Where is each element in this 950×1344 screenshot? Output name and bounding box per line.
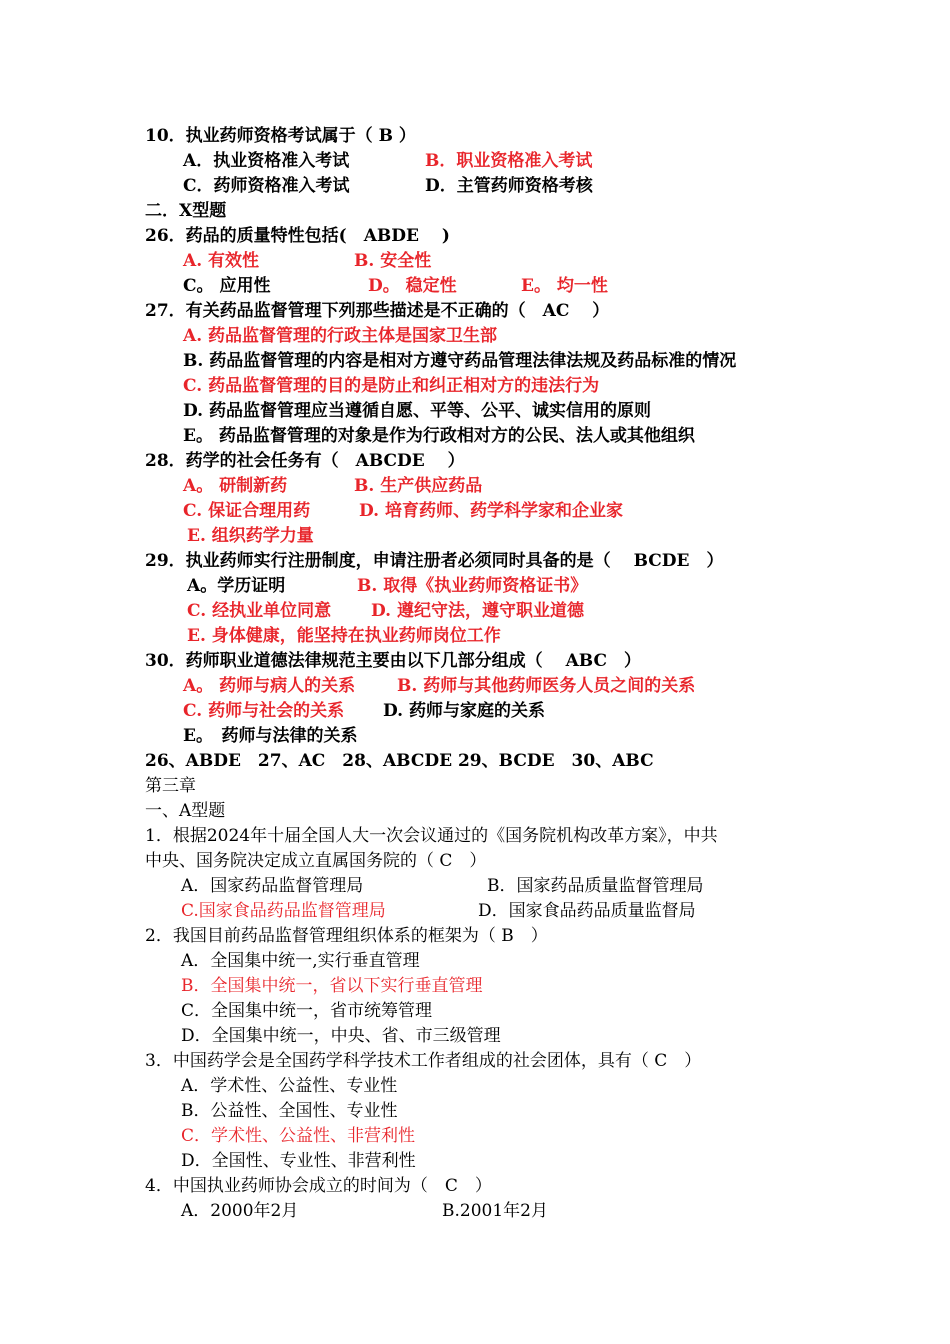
c3-q1-options-ab: [181, 874, 781, 898]
q29-stem: 29．执业药师实行注册制度，申请注册者必须同时具备的是（ BCDE ）: [145, 551, 724, 571]
a-type-heading: 一、A型题: [145, 801, 226, 821]
c3-q3-option-c: C．学术性、公益性、非营利性: [181, 1126, 416, 1146]
q30-options-cd: [183, 699, 783, 723]
c3-q2-stem: 2．我国目前药品监督管理组织体系的框架为（ B ）: [145, 926, 548, 946]
q28-option-b: B. 生产供应药品: [354, 476, 483, 496]
q29-option-a: A。学历证明: [187, 576, 286, 596]
q26-option-e: E。 均一性: [521, 276, 608, 296]
c3-q4-option-a: A．2000年2月: [181, 1201, 299, 1221]
q30-option-b: B. 药师与其他药师医务人员之间的关系: [397, 676, 696, 696]
q30-stem: 30．药师职业道德法律规范主要由以下几部分组成（ ABC ）: [145, 651, 641, 671]
c3-q3-option-b: B．公益性、全国性、专业性: [181, 1101, 398, 1121]
q27-option-e: E。 药品监督管理的对象是作为行政相对方的公民、法人或其他组织: [183, 426, 695, 446]
q10-option-a: A．执业资格准入考试: [183, 151, 350, 171]
q30-option-c: C. 药师与社会的关系: [183, 701, 345, 721]
x-type-heading: 二．X型题: [145, 201, 227, 221]
c3-q1-options-cd: [181, 899, 781, 923]
q28-option-a: A。 研制新药: [183, 476, 288, 496]
q10-stem: 10．执业药师资格考试属于（ B ）: [145, 126, 416, 146]
q29-option-b: B. 取得《执业药师资格证书》: [357, 576, 588, 596]
q28-option-d: D. 培育药师、药学科学家和企业家: [359, 501, 623, 521]
c3-q4-stem: 4．中国执业药师协会成立的时间为（ C ）: [145, 1176, 492, 1196]
q27-option-d: D. 药品监督管理应当遵循自愿、平等、公平、诚实信用的原则: [183, 401, 651, 421]
q10-options-cd: [183, 174, 783, 198]
q29-option-d: D. 遵纪守法，遵守职业道德: [371, 601, 584, 621]
c3-q1-option-b: B．国家药品质量监督管理局: [487, 876, 704, 896]
c3-q1-option-c: C.国家食品药品监督管理局: [181, 901, 386, 921]
q29-options-cd: [187, 599, 787, 623]
q28-options-cd: [183, 499, 783, 523]
c3-q1-option-d: D．国家食品药品质量监督局: [478, 901, 696, 921]
q27-option-b: B. 药品监督管理的内容是相对方遵守药品管理法律法规及药品标准的情况: [183, 351, 737, 371]
c3-q3-option-a: A．学术性、公益性、专业性: [181, 1076, 398, 1096]
q28-option-e: E. 组织药学力量: [187, 526, 314, 546]
q27-option-a: A. 药品监督管理的行政主体是国家卫生部: [183, 326, 498, 346]
c3-q4-options-ab: [181, 1199, 781, 1223]
q28-option-c: C. 保证合理用药: [183, 501, 311, 521]
q26-option-d: D。 稳定性: [368, 276, 457, 296]
q26-option-c: C。 应用性: [183, 276, 271, 296]
q30-option-e: E。 药师与法律的关系: [183, 726, 358, 746]
q29-option-c: C. 经执业单位同意: [187, 601, 332, 621]
q30-option-a: A。 药师与病人的关系: [183, 676, 356, 696]
q29-options-ab: [187, 574, 787, 598]
c3-q2-option-c: C．全国集中统一，省市统筹管理: [181, 1001, 433, 1021]
q30-option-d: D. 药师与家庭的关系: [383, 701, 545, 721]
c3-q2-option-b: B．全国集中统一，省以下实行垂直管理: [181, 976, 483, 996]
q10-options-ab: [183, 149, 783, 173]
c3-q1-option-a: A．国家药品监督管理局: [181, 876, 364, 896]
answer-key: 26、ABDE 27、AC 28、ABCDE 29、BCDE 30、ABC: [145, 751, 654, 771]
chapter-title: 第三章: [145, 776, 196, 796]
c3-q3-option-d: D．全国性、专业性、非营利性: [181, 1151, 416, 1171]
q26-option-b: B. 安全性: [354, 251, 432, 271]
q28-stem: 28．药学的社会任务有（ ABCDE ）: [145, 451, 465, 471]
q28-options-ab: [183, 474, 783, 498]
q27-option-c: C. 药品监督管理的目的是防止和纠正相对方的违法行为: [183, 376, 600, 396]
c3-q2-option-a: A．全国集中统一,实行垂直管理: [181, 951, 420, 971]
q10-option-b: B．职业资格准入考试: [425, 151, 593, 171]
q29-option-e: E. 身体健康，能坚持在执业药师岗位工作: [187, 626, 501, 646]
c3-q1-stem-line1: 1．根据2024年十届全国人大一次会议通过的《国务院机构改革方案》，中共: [145, 826, 718, 846]
c3-q2-option-d: D．全国集中统一，中央、省、市三级管理: [181, 1026, 501, 1046]
c3-q1-stem-line2: 中央、国务院决定成立直属国务院的（ C ）: [145, 851, 487, 871]
q26-stem: 26．药品的质量特性包括( ABDE ): [145, 226, 450, 246]
q27-stem: 27．有关药品监督管理下列那些描述是不正确的（ AC ）: [145, 301, 610, 321]
c3-q3-stem: 3．中国药学会是全国药学科学技术工作者组成的社会团体，具有（ C ）: [145, 1051, 702, 1071]
q30-options-ab: [183, 674, 783, 698]
q26-options-ab: [183, 249, 783, 273]
c3-q4-option-b: B.2001年2月: [442, 1201, 548, 1221]
q10-option-d: D．主管药师资格考核: [425, 176, 593, 196]
q10-option-c: C．药师资格准入考试: [183, 176, 350, 196]
q26-options-cde: [183, 274, 783, 298]
q26-option-a: A. 有效性: [183, 251, 260, 271]
